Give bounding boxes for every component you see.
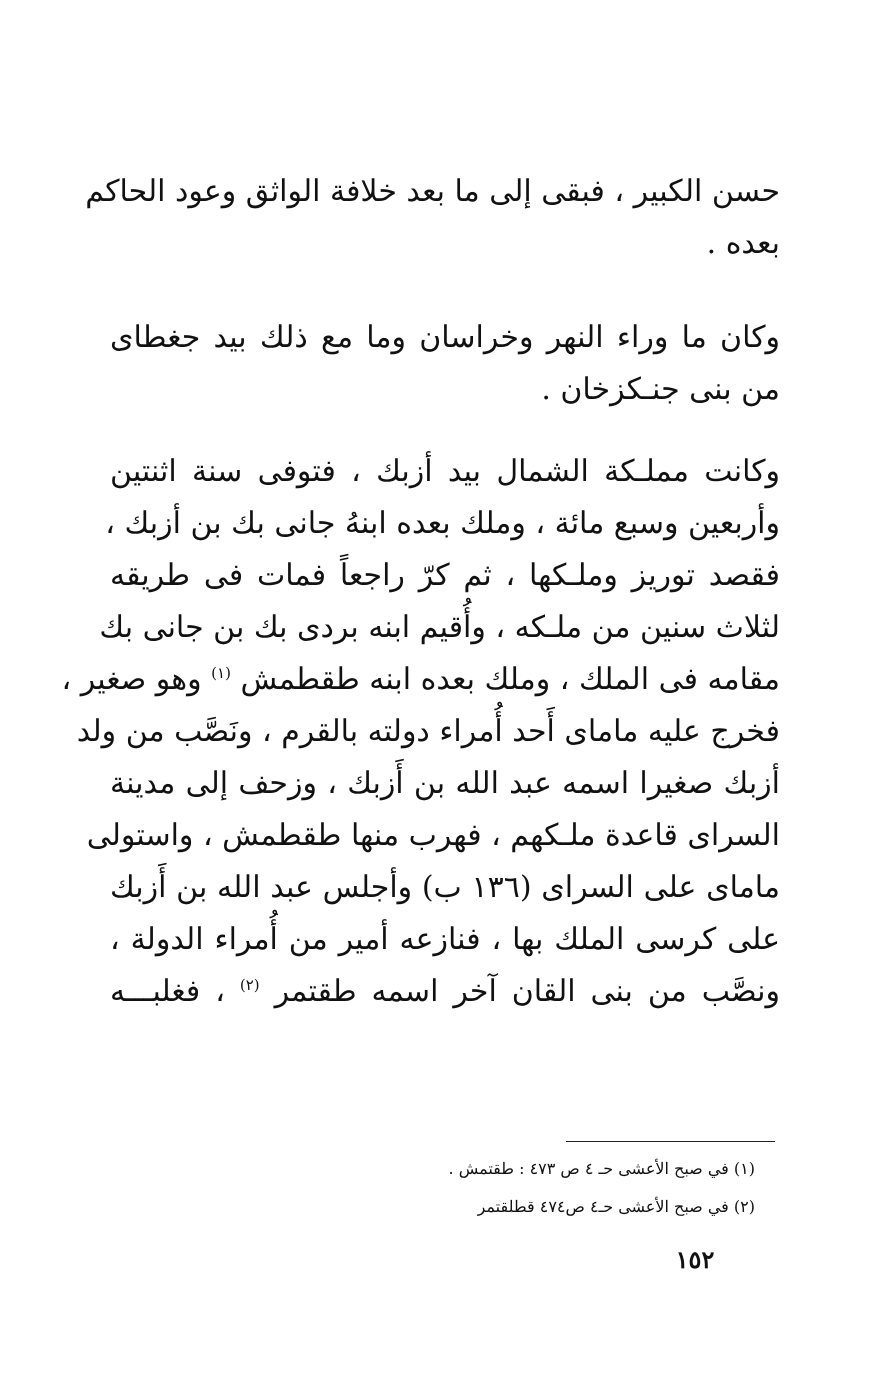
paragraph-3 (61, 446, 780, 1018)
text-line: على كرسى الملك بها ، فنازعه أمير من أُمراء الدولة ، (110, 922, 780, 957)
text-segment: وهو صغير ، (61, 662, 202, 697)
footnote-separator (566, 1141, 775, 1142)
text-line: وأربعين وسبع مائة ، وملك بعده ابنهُ جانى بك بن أزبك ، (105, 506, 780, 541)
page-number: ١٥٢ (675, 1245, 715, 1274)
text-line: السراى قاعدة ملـكهم ، فهرب منها طقطمش ، واستولى (86, 818, 780, 853)
text-segment: ونصَّب من بنى القان آخر اسمه طقتمر (274, 974, 780, 1009)
footnote-1: (١) في صبح الأعشى حـ ٤ ص ٤٧٣ : طقتمش . (448, 1159, 755, 1178)
text-line: من بنى جنـكزخان . (541, 372, 780, 407)
text-line (61, 654, 780, 706)
text-line: ماماى على السراى (١٣٦ ب) وأجلس عبد الله بن أَزبك (110, 870, 780, 905)
text-line: وكان ما وراء النهر وخراسان وما مع ذلك بيد جغطاى (110, 320, 780, 355)
footnote-ref-2[interactable]: (٢) (239, 976, 260, 994)
text-line: وكانت مملـكة الشمال بيد أزبك ، فتوفى سنة اثنتين (110, 454, 780, 489)
text-line: حسن الكبير ، فبقى إلى ما بعد خلافة الواثق وعود الحاكم (85, 174, 780, 209)
text-line: فقصد توريز وملـكها ، ثم كرّ راجعاً فمات فى طريقه (110, 558, 780, 593)
text-line: فخرج عليه ماماى أَحد أُمراء دولته بالقرم ، ونَصَّب من ولد (76, 714, 780, 749)
text-line: أزبك صغيرا اسمه عبد الله بن أَزبك ، وزحف إلى مدينة (110, 766, 780, 801)
footnote-2: (٢) في صبح الأعشى حـ٤ ص٤٧٤ قطلقتمر (477, 1197, 755, 1216)
paragraph-1 (85, 166, 780, 270)
footnote-ref-1[interactable]: (١) (211, 664, 231, 682)
text-line (110, 966, 780, 1018)
text-line: لثلاث سنين من ملـكه ، وأُقيم ابنه بردى بك بن جانى بك (99, 610, 780, 645)
text-segment: مقامه فى الملك ، وملك بعده ابنه طقطمش (240, 662, 780, 697)
footnotes (195, 1150, 755, 1226)
paragraph-2 (110, 312, 780, 416)
text-segment: ، فغلبـــه (110, 974, 225, 1009)
text-line: بعده . (706, 226, 780, 261)
